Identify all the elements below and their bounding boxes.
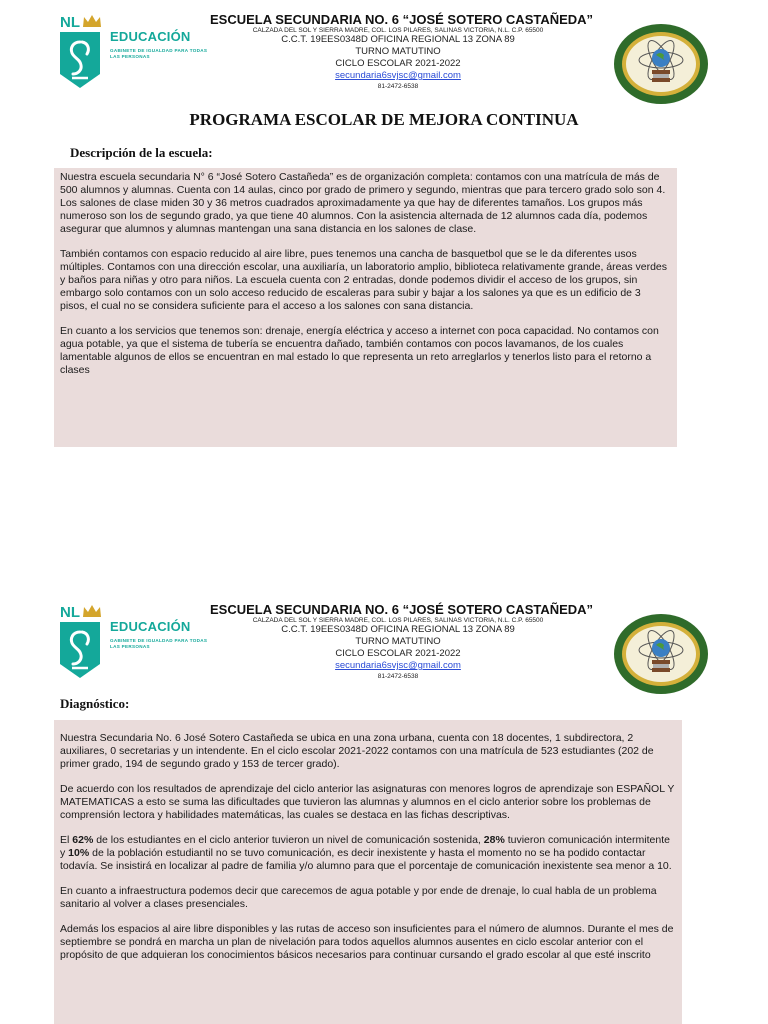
diagnostic-box — [54, 720, 682, 1024]
school-phone: 81-2472-6538 — [377, 673, 419, 680]
nl-text: NL — [60, 14, 80, 31]
description-paragraph: También contamos con espacio reducido al aire libre, pues tenemos una cancha de basquetbol que se le da diferentes usos múltiples. Contamos con una dirección escolar, una auxiliaría, un laboratorio amplio, biblioteca relativamente grande, áreas verdes y baños para niñas y otro para niños. La escuela cuenta con 2 entradas, donde podemos dividir el acceso de los grupos, sin embargo solo contamos con un solo acceso reducido de escaleras para subir y bajar a los salones ya que es un edificio de 3 pisos, el cual no se considera suficiente para el acceso a los salones con sana distancia. — [60, 248, 668, 312]
crown-icon — [82, 14, 102, 28]
school-cycle: CICLO ESCOLAR 2021-2022 — [335, 58, 461, 69]
school-email-link[interactable]: secundaria6svjsc@gmail.com — [335, 70, 461, 81]
percent-sustained: 62% — [72, 834, 94, 846]
diagnostic-paragraph-communication: El 62% de los estudiantes en el ciclo anterior tuvieron un nivel de comunicación sostenida, 28% tuvieron comunicación intermitente y 10% de la población estudiantil no se tuvo comunicación, es decir inexistente y hasta el momento no se ha podido contactar todavía. Se insistirá en localizar al padre de familia y/o alumno para que el porcentaje de comunicación inexistente sea menor a 10. — [60, 834, 672, 872]
school-address: CALZADA DEL SOL Y SIERRA MADRE, COL. LOS PILARES, SALINAS VICTORIA, N.L. C.P. 65500 — [252, 617, 544, 624]
brand-tagline: GABINETE DE IGUALDAD PARA TODAS LAS PERSONAS — [110, 48, 208, 59]
nl-educacion-logo — [58, 12, 208, 107]
nl-shield-icon — [58, 12, 102, 90]
diagnostic-paragraph: Nuestra Secundaria No. 6 José Sotero Castañeda se ubica en una zona urbana, cuenta con 18 docentes, 1 subdirectora, 2 auxiliares, 0 secretarias y un intendente. En el ciclo escolar 2021-2022 contamos con una matrícula de 523 estudiantes (202 de primer grado, 194 de segundo grado y 153 de tercer grado). — [60, 732, 654, 770]
school-seal-icon — [612, 22, 710, 106]
school-seal-icon — [612, 612, 710, 696]
school-email-link[interactable]: secundaria6svjsc@gmail.com — [335, 660, 461, 671]
brand-tagline: GABINETE DE IGUALDAD PARA TODAS LAS PERSONAS — [110, 638, 208, 649]
school-cct: C.C.T. 19EES0348D OFICINA REGIONAL 13 ZONA 89 — [281, 34, 515, 45]
section-heading-diagnostic: Diagnóstico: — [60, 696, 130, 711]
percent-none: 10% — [68, 847, 90, 859]
letterhead-page-2 — [0, 602, 768, 702]
school-shift: TURNO MATUTINO — [355, 636, 441, 647]
school-address: CALZADA DEL SOL Y SIERRA MADRE, COL. LOS PILARES, SALINAS VICTORIA, N.L. C.P. 65500 — [252, 27, 544, 34]
crown-icon — [82, 604, 102, 618]
brand-name: EDUCACIÓN — [110, 619, 191, 634]
nl-shield-icon — [58, 602, 102, 680]
school-info — [210, 602, 594, 682]
school-info — [210, 12, 594, 92]
brand-name: EDUCACIÓN — [110, 29, 191, 44]
percent-intermittent: 28% — [483, 834, 505, 846]
school-name: ESCUELA SECUNDARIA NO. 6 “JOSÉ SOTERO CASTAÑEDA” — [210, 602, 594, 617]
diagnostic-paragraph: En cuanto a infraestructura podemos decir que carecemos de agua potable y por ende de drenaje, lo cual habla de un problema sanitario al volver a clases presenciales. — [60, 885, 657, 910]
school-cct: C.C.T. 19EES0348D OFICINA REGIONAL 13 ZONA 89 — [281, 624, 515, 635]
document-title: PROGRAMA ESCOLAR DE MEJORA CONTINUA — [189, 110, 579, 129]
nl-educacion-logo — [58, 602, 208, 697]
letterhead-page-1 — [0, 12, 768, 112]
school-name: ESCUELA SECUNDARIA NO. 6 “JOSÉ SOTERO CASTAÑEDA” — [210, 12, 594, 27]
section-heading-description: Descripción de la escuela: — [70, 145, 213, 160]
school-shift: TURNO MATUTINO — [355, 46, 441, 57]
diagnostic-paragraph: Además los espacios al aire libre disponibles y las rutas de acceso son insuficientes para el número de alumnos. Durante el mes de septiembre se pondrá en marcha un plan de nivelación para todos aquellos alumnos ausentes en ciclo escolar anterior con el propósito de que adquieran los conocimientos básicos necesarios para continuar cursando el grado escolar al que esté inscrito — [60, 923, 674, 961]
school-phone: 81-2472-6538 — [377, 83, 419, 90]
school-cycle: CICLO ESCOLAR 2021-2022 — [335, 648, 461, 659]
diagnostic-paragraph: De acuerdo con los resultados de aprendizaje del ciclo anterior las asignaturas con menores logros de aprendizaje son ESPAÑOL Y MATEMATICAS a esto se suma las dificultades que tuvieron las alumnas y alumnos en el ciclo anterior sobre los problemas de comprensión lectora y habilidades matemáticas, las cuales se destaca en las fichas descriptivas. — [60, 783, 675, 821]
description-paragraph: Nuestra escuela secundaria N° 6 “José Sotero Castañeda” es de organización completa: contamos con una matrícula de más de 500 alumnos y alumnas. Cuenta con 14 aulas, cinco por grado de primero y segundo, mientras que para tercero grado solo son 4. Los salones de clase miden 30 y 36 metros cuadrados aproximadamente ya que hay de diferentes tamaños. Los grupos más numeroso son los de segundo grado, ya que tiene 40 alumnos. Con la asistencia alternada de 12 alumnos cada día, podemos asegurar que alumnos y alumnas mantengan una sana distancia en los salones de clase. — [60, 171, 666, 235]
nl-text: NL — [60, 604, 80, 621]
description-box — [54, 168, 677, 447]
description-paragraph: En cuanto a los servicios que tenemos son: drenaje, energía eléctrica y acceso a internet con poca capacidad. No contamos con agua potable, ya que el sistema de tubería se encuentra dañado, también contamos con pocos lavamanos, de los cuales lamentable algunos de ellos se encuentran en mal estado lo que representa un reto arreglarlos y tenerlos listo para el retorno a clases — [60, 325, 659, 376]
